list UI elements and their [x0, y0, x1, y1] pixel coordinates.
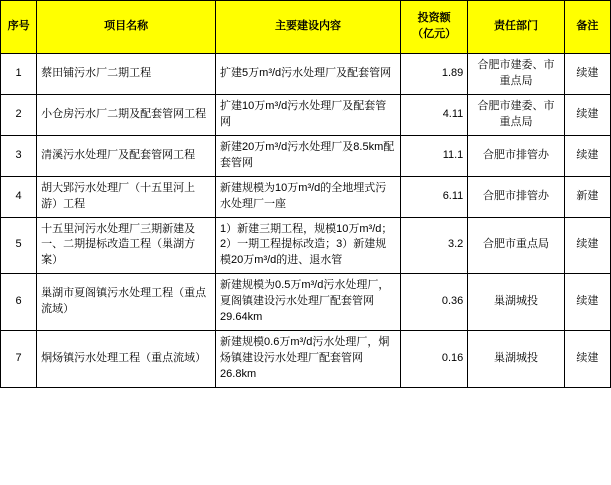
cell-no: 1 [1, 54, 37, 95]
cell-content: 1）新建三期工程，规模10万m³/d；2）一期工程提标改造；3）新建规模20万m³/d的进、退水管 [216, 217, 401, 274]
table-body [1, 54, 611, 388]
cell-note: 续建 [564, 274, 610, 331]
cell-dept: 合肥市排管办 [468, 176, 564, 217]
cell-name: 小仓房污水厂二期及配套管网工程 [37, 94, 216, 135]
cell-note: 续建 [564, 135, 610, 176]
table-row [1, 217, 611, 274]
cell-amount: 11.1 [400, 135, 467, 176]
header-amount-line1: 投资额 [417, 12, 451, 25]
cell-dept: 合肥市排管办 [468, 135, 564, 176]
cell-note: 续建 [564, 217, 610, 274]
cell-name: 巢湖市夏阁镇污水处理工程（重点流域） [37, 274, 216, 331]
header-content: 主要建设内容 [216, 1, 401, 54]
table-row [1, 135, 611, 176]
cell-content: 扩建10万m³/d污水处理厂及配套管网 [216, 94, 401, 135]
cell-name: 清溪污水处理厂及配套管网工程 [37, 135, 216, 176]
cell-dept: 合肥市建委、市重点局 [468, 94, 564, 135]
cell-note: 新建 [564, 176, 610, 217]
cell-dept: 合肥市重点局 [468, 217, 564, 274]
cell-dept: 巢湖城投 [468, 274, 564, 331]
header-row [1, 1, 611, 54]
cell-amount: 3.2 [400, 217, 467, 274]
table-row [1, 94, 611, 135]
cell-amount: 1.89 [400, 54, 467, 95]
cell-amount: 0.36 [400, 274, 467, 331]
cell-no: 7 [1, 331, 37, 388]
cell-no: 4 [1, 176, 37, 217]
cell-note: 续建 [564, 54, 610, 95]
cell-amount: 6.11 [400, 176, 467, 217]
header-note: 备注 [564, 1, 610, 54]
cell-dept: 巢湖城投 [468, 331, 564, 388]
cell-amount: 0.16 [400, 331, 467, 388]
header-no: 序号 [1, 1, 37, 54]
cell-note: 续建 [564, 94, 610, 135]
header-name: 项目名称 [37, 1, 216, 54]
cell-no: 2 [1, 94, 37, 135]
table-row [1, 54, 611, 95]
cell-content: 扩建5万m³/d污水处理厂及配套管网 [216, 54, 401, 95]
cell-note: 续建 [564, 331, 610, 388]
cell-content: 新建规模0.6万m³/d污水处理厂，烔炀镇建设污水处理厂配套管网26.8km [216, 331, 401, 388]
cell-name: 蔡田铺污水厂二期工程 [37, 54, 216, 95]
cell-content: 新建20万m³/d污水处理厂及8.5km配套管网 [216, 135, 401, 176]
table-header [1, 1, 611, 54]
table-row [1, 274, 611, 331]
cell-content: 新建规模为0.5万m³/d污水处理厂，夏阁镇建设污水处理厂配套管网29.64km [216, 274, 401, 331]
header-amount [400, 1, 467, 54]
cell-name: 十五里河污水处理厂三期新建及一、二期提标改造工程（巢湖方案） [37, 217, 216, 274]
cell-content: 新建规模为10万m³/d的全地埋式污水处理厂一座 [216, 176, 401, 217]
cell-name: 烔炀镇污水处理工程（重点流域） [37, 331, 216, 388]
cell-amount: 4.11 [400, 94, 467, 135]
cell-no: 5 [1, 217, 37, 274]
header-amount-line2: （亿元） [412, 28, 457, 40]
header-dept: 责任部门 [468, 1, 564, 54]
table-row [1, 176, 611, 217]
cell-name: 胡大郢污水处理厂（十五里河上游）工程 [37, 176, 216, 217]
cell-dept: 合肥市建委、市重点局 [468, 54, 564, 95]
table-row [1, 331, 611, 388]
cell-no: 6 [1, 274, 37, 331]
cell-no: 3 [1, 135, 37, 176]
